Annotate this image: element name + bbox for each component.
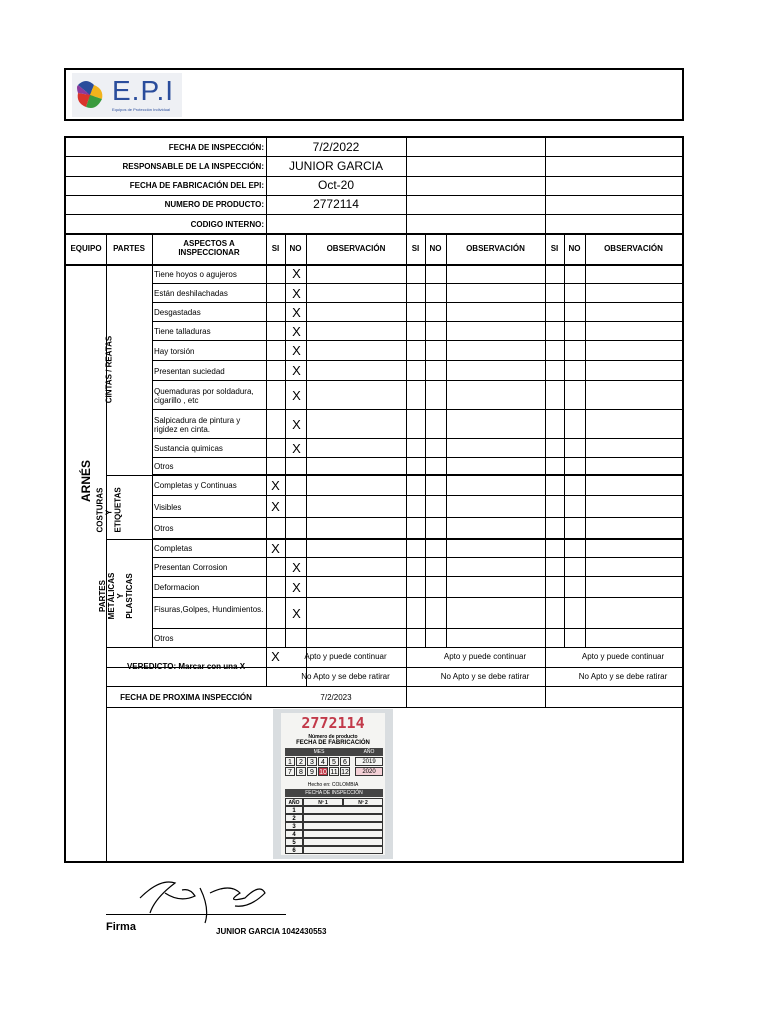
- photo-insp-label: FECHA DE INSPECCIÓN: [305, 790, 363, 796]
- photo-mes: MES: [313, 749, 325, 755]
- photo-ano: AÑO: [363, 749, 375, 755]
- item-label: Tiene talladuras: [154, 327, 211, 336]
- responsable-label: RESPONSABLE DE LA INSPECCIÓN:: [122, 162, 264, 171]
- item-label: Desgastadas: [154, 308, 201, 317]
- col-observacion-3: OBSERVACIÓN: [604, 244, 663, 253]
- item-no-mark: X: [292, 387, 301, 403]
- photo-insp-row: 6: [285, 846, 303, 854]
- photo-month-cell: 10: [319, 769, 327, 776]
- photo-fab-label: FECHA DE FABRICACIÓN: [296, 740, 370, 746]
- item-label: Otros: [154, 634, 174, 643]
- item-label: Completas y Continuas: [154, 481, 237, 490]
- photo-insp-cell: [303, 806, 383, 814]
- item-label: Otros: [154, 462, 174, 471]
- item-label: Otros: [154, 524, 174, 533]
- no-apto-3: No Apto y se debe ratirar: [578, 672, 668, 681]
- logo-brand: E.P.I: [112, 75, 175, 106]
- photo-month-cell: 6: [340, 757, 350, 766]
- item-no-mark: X: [292, 266, 301, 281]
- no-apto-1: No Apto y se debe ratirar: [301, 672, 390, 681]
- signature-name: JUNIOR GARCIA 1042430553: [216, 927, 327, 936]
- fecha-inspeccion-label: FECHA DE INSPECCIÓN:: [168, 143, 264, 152]
- col-no-3: NO: [568, 244, 581, 253]
- item-label: Presentan Corrosion: [154, 563, 228, 572]
- epi-logo: [72, 73, 182, 117]
- item-no-mark: X: [292, 363, 301, 378]
- product-label-photo: [273, 709, 393, 859]
- group-partes-metalicas: PARTES METÁLICAS Y PLASTICAS: [98, 572, 134, 620]
- item-no-mark: X: [292, 323, 301, 339]
- item-label: Deformacion: [154, 583, 200, 592]
- photo-insp-row: 5: [285, 838, 303, 846]
- responsable-value: JUNIOR GARCIA: [288, 159, 383, 173]
- col-observacion-1: OBSERVACIÓN: [326, 244, 386, 253]
- item-label: Están deshilachadas: [154, 289, 228, 298]
- photo-year-2: 2020: [355, 767, 383, 776]
- photo-month-cell: 1: [285, 757, 295, 766]
- item-no-mark: X: [292, 285, 301, 301]
- photo-month-cell: 5: [329, 757, 339, 766]
- signature-drawing: [120, 868, 280, 928]
- numero-producto-value: 2772114: [313, 197, 359, 211]
- col-si-1: SI: [271, 244, 280, 253]
- equipo-name: ARNÉS: [79, 460, 93, 503]
- item-label: Visibles: [154, 502, 182, 512]
- photo-month-cell: 7: [285, 767, 295, 776]
- item-si-mark: X: [271, 499, 280, 514]
- logo-tagline: Equipos de Protección Individual: [112, 107, 171, 112]
- fecha-fabricacion-value: Oct-20: [317, 178, 354, 192]
- photo-insp-col: AÑO: [285, 798, 303, 806]
- no-apto-2: No Apto y se debe ratirar: [440, 672, 530, 681]
- fecha-fabricacion-label: FECHA DE FABRICACIÓN DEL EPI:: [129, 181, 264, 190]
- photo-month-cell: 9: [307, 767, 317, 776]
- header-box: [64, 68, 684, 121]
- photo-insp-row: 2: [285, 814, 303, 822]
- col-partes: PARTES: [113, 244, 145, 253]
- item-label: Presentan suciedad: [154, 366, 225, 376]
- item-no-mark: X: [292, 579, 301, 595]
- photo-insp-cell: [303, 838, 383, 846]
- item-no-mark: X: [292, 416, 301, 432]
- photo-year-1: 2019: [355, 757, 383, 766]
- item-label: Tiene hoyos o agujeros: [154, 269, 237, 279]
- signature-label: Firma: [106, 921, 136, 933]
- numero-producto-label: NUMERO DE PRODUCTO:: [164, 200, 264, 209]
- item-no-mark: X: [292, 559, 301, 575]
- item-no-mark: X: [292, 605, 301, 621]
- photo-month-cell: 3: [307, 757, 317, 766]
- col-aspectos: ASPECTOS A INSPECCIONAR: [178, 239, 240, 257]
- col-no-2: NO: [429, 244, 442, 253]
- photo-insp-col: Nº 2: [343, 798, 383, 806]
- signature-area: [100, 868, 360, 948]
- item-si-mark: X: [271, 540, 280, 556]
- codigo-interno-label: CODIGO INTERNO:: [190, 220, 264, 229]
- photo-insp-row: 4: [285, 830, 303, 838]
- photo-insp-row: 3: [285, 822, 303, 830]
- item-no-mark: X: [292, 343, 301, 358]
- group-costuras: COSTURAS Y ETIQUETAS: [95, 487, 123, 533]
- col-si-2: SI: [411, 244, 420, 253]
- item-label: Completas: [154, 544, 193, 553]
- item-label: Quemaduras por soldadura, cigarillo , etc: [154, 386, 254, 405]
- item-label: Sustancia quimicas: [154, 444, 223, 453]
- col-observacion-2: OBSERVACIÓN: [466, 244, 525, 253]
- apto-1: Apto y puede continuar: [304, 652, 387, 661]
- photo-month-cell: 4: [318, 757, 328, 766]
- photo-month-cell: 11: [330, 769, 338, 776]
- fecha-inspeccion-value: 7/2/2022: [312, 140, 360, 154]
- photo-insp-col: Nº 1: [303, 798, 343, 806]
- proxima-label: FECHA DE PROXIMA INSPECCIÓN: [120, 693, 252, 702]
- item-label: Hay torsión: [154, 346, 195, 356]
- photo-month-cell: 8: [296, 767, 306, 776]
- photo-insp-row: 1: [285, 806, 303, 814]
- photo-numero-label: Número de producto: [308, 734, 358, 740]
- photo-month-cell: 2: [296, 757, 306, 766]
- proxima-value: 7/2/2023: [320, 693, 352, 702]
- photo-number: 2772114: [301, 714, 365, 732]
- photo-insp-cell: [303, 822, 383, 830]
- photo-insp-cell: [303, 846, 383, 854]
- veredicto-mark: X: [271, 649, 280, 664]
- photo-insp-cell: [303, 814, 383, 822]
- veredicto-label: VEREDICTO: Marcar con una X: [126, 662, 246, 671]
- col-equipo: EQUIPO: [70, 244, 102, 253]
- apto-2: Apto y puede continuar: [443, 652, 527, 661]
- item-no-mark: X: [292, 440, 301, 456]
- group-cintas: CINTAS / REATAS: [104, 335, 114, 404]
- apto-3: Apto y puede continuar: [581, 652, 665, 661]
- col-no-1: NO: [289, 244, 302, 253]
- col-si-3: SI: [550, 244, 559, 253]
- item-no-mark: X: [292, 304, 301, 320]
- item-label: Salpicadura de pintura y rigidez en cinta.: [154, 415, 241, 434]
- photo-hecho: Hecho en: COLOMBIA: [307, 782, 359, 788]
- item-label: Fisuras,Golpes, Hundimientos.: [154, 604, 264, 614]
- photo-month-cell: 12: [341, 769, 349, 776]
- item-si-mark: X: [271, 477, 280, 493]
- photo-insp-cell: [303, 830, 383, 838]
